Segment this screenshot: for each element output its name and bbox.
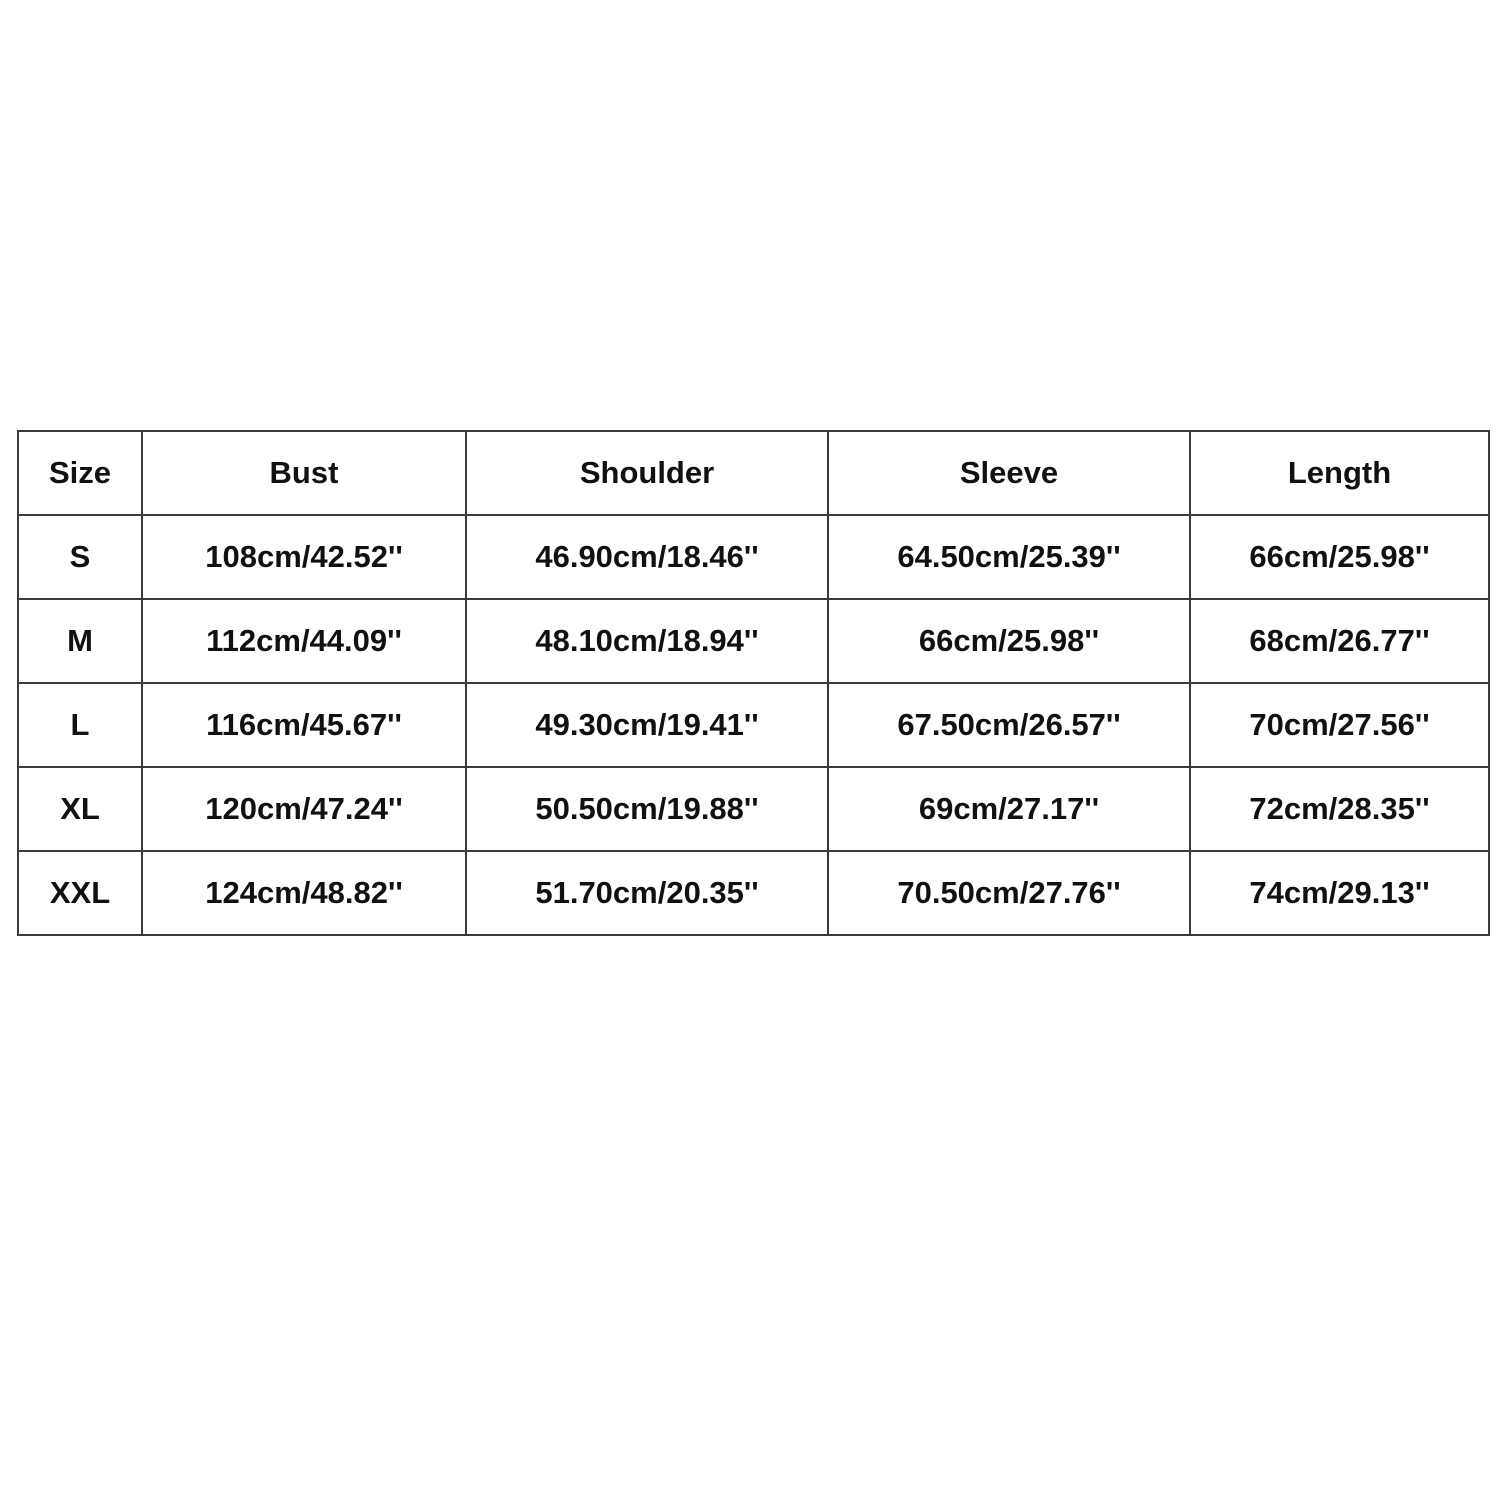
cell-length: 68cm/26.77'' [1190, 599, 1489, 683]
table-row [18, 515, 1489, 599]
cell-size: M [18, 599, 142, 683]
cell-shoulder: 46.90cm/18.46'' [466, 515, 828, 599]
table-row [18, 599, 1489, 683]
table-row [18, 767, 1489, 851]
header-shoulder: Shoulder [466, 431, 828, 515]
size-chart-table [17, 430, 1490, 936]
cell-sleeve: 66cm/25.98'' [828, 599, 1190, 683]
header-length: Length [1190, 431, 1489, 515]
cell-size: S [18, 515, 142, 599]
table-row [18, 683, 1489, 767]
cell-length: 70cm/27.56'' [1190, 683, 1489, 767]
cell-length: 66cm/25.98'' [1190, 515, 1489, 599]
header-sleeve: Sleeve [828, 431, 1190, 515]
cell-sleeve: 70.50cm/27.76'' [828, 851, 1190, 935]
cell-shoulder: 51.70cm/20.35'' [466, 851, 828, 935]
cell-sleeve: 64.50cm/25.39'' [828, 515, 1190, 599]
cell-shoulder: 49.30cm/19.41'' [466, 683, 828, 767]
cell-sleeve: 69cm/27.17'' [828, 767, 1190, 851]
header-bust: Bust [142, 431, 466, 515]
cell-sleeve: 67.50cm/26.57'' [828, 683, 1190, 767]
cell-bust: 108cm/42.52'' [142, 515, 466, 599]
cell-bust: 124cm/48.82'' [142, 851, 466, 935]
cell-length: 74cm/29.13'' [1190, 851, 1489, 935]
cell-size: XL [18, 767, 142, 851]
cell-size: L [18, 683, 142, 767]
cell-length: 72cm/28.35'' [1190, 767, 1489, 851]
table-row [18, 851, 1489, 935]
cell-shoulder: 50.50cm/19.88'' [466, 767, 828, 851]
cell-bust: 116cm/45.67'' [142, 683, 466, 767]
header-size: Size [18, 431, 142, 515]
cell-bust: 120cm/47.24'' [142, 767, 466, 851]
cell-shoulder: 48.10cm/18.94'' [466, 599, 828, 683]
cell-bust: 112cm/44.09'' [142, 599, 466, 683]
cell-size: XXL [18, 851, 142, 935]
header-row [18, 431, 1489, 515]
